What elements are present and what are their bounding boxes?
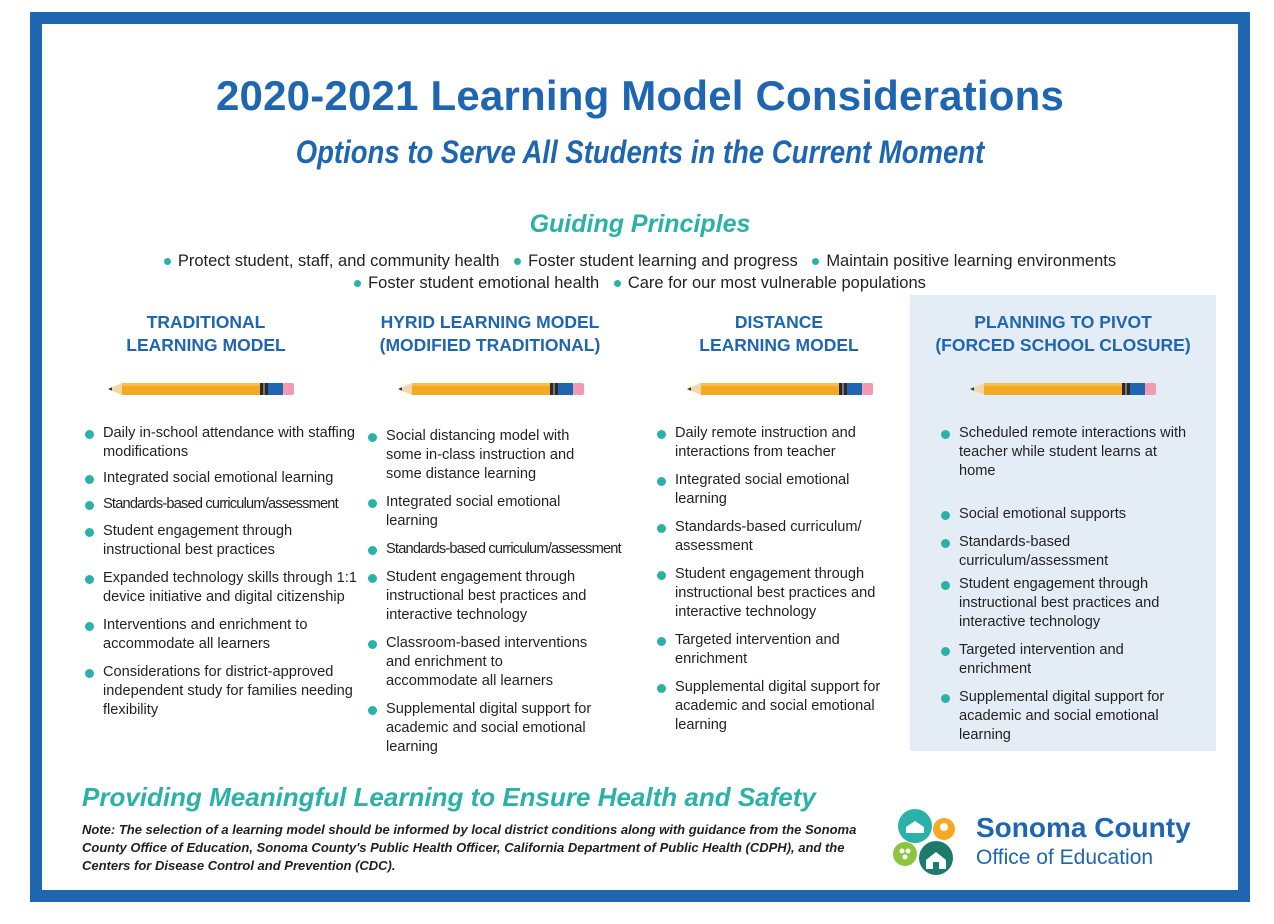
pencil-icon	[398, 382, 584, 396]
list-item: Standards-based curriculum/assessment	[941, 533, 1196, 571]
column-list	[941, 424, 1196, 745]
sonoma-county-logo-icon	[892, 807, 968, 879]
list-item: Standards-based curriculum/assessment	[85, 495, 357, 514]
list-item: Daily remote instruction and interactions from teacher	[657, 424, 897, 462]
list-item: Social emotional supports	[941, 505, 1196, 524]
list-item: Integrated social emotional learning	[657, 471, 897, 509]
list-item: Considerations for district-approved independent study for families needing flexibility	[85, 663, 357, 720]
principle-text: Care for our most vulnerable populations	[627, 274, 926, 292]
list-item: Student engagement through instructional best practices and interactive technology	[657, 565, 897, 622]
principle-item	[812, 252, 1116, 271]
column-hybrid	[350, 311, 630, 357]
list-item: Standards-based curriculum/ assessment	[657, 518, 897, 556]
column-title-line-2: LEARNING MODEL	[699, 335, 859, 355]
list-item: Student engagement through instructional best practices and interactive technology	[368, 568, 653, 625]
list-item: Student engagement through instructional best practices	[85, 522, 357, 560]
column-title-line-1: TRADITIONAL	[146, 312, 266, 332]
list-item: Standards-based curriculum/assessment	[368, 540, 653, 559]
pencil-icon	[970, 382, 1156, 396]
guiding-principles-row-2	[42, 274, 1238, 293]
column-title	[923, 311, 1203, 357]
poster-frame	[30, 12, 1250, 902]
principle-item	[514, 252, 798, 271]
column-list	[368, 427, 653, 757]
guiding-principles-row-1	[42, 252, 1238, 271]
principle-text: Maintain positive learning environments	[826, 252, 1117, 270]
bullet-dot-icon	[812, 258, 819, 265]
list-item: Supplemental digital support for academic and social emotional learning	[368, 700, 653, 757]
column-pivot	[923, 311, 1203, 357]
bullet-dot-icon	[164, 258, 171, 265]
column-title-line-1: HYRID LEARNING MODEL	[380, 312, 600, 332]
footer-heading: Providing Meaningful Learning to Ensure Health and Safety	[82, 782, 816, 812]
list-item: Student engagement through instructional best practices and interactive technology	[941, 575, 1196, 632]
hybrid-list	[368, 427, 653, 757]
page-subtitle: Options to Serve All Students in the Current Moment	[295, 134, 985, 170]
bullet-dot-icon	[514, 258, 521, 265]
pivot-list	[941, 424, 1196, 745]
column-list	[85, 424, 357, 720]
list-item: Targeted intervention and enrichment	[657, 631, 897, 669]
column-list	[657, 424, 897, 735]
principle-text: Protect student, staff, and community health	[177, 252, 500, 270]
column-title-line-2: (MODIFIED TRADITIONAL)	[379, 335, 601, 355]
column-title-line-1: DISTANCE	[734, 312, 824, 332]
pencil-icon	[108, 382, 294, 396]
list-item: Expanded technology skills through 1:1 device initiative and digital citizenship	[85, 569, 357, 607]
distance-list	[657, 424, 897, 735]
traditional-list	[85, 424, 357, 720]
principle-item	[614, 274, 926, 293]
list-item: Daily in-school attendance with staffing modifications	[85, 424, 357, 462]
column-traditional	[66, 311, 346, 357]
principle-item	[164, 252, 500, 271]
guiding-principles-heading: Guiding Principles	[529, 210, 751, 238]
principle-text: Foster student emotional health	[368, 274, 600, 292]
page-title: 2020-2021 Learning Model Considerations	[215, 72, 1065, 119]
column-title	[639, 311, 919, 357]
column-title	[66, 311, 346, 357]
list-item: Interventions and enrichment to accommodate all learners	[85, 616, 357, 654]
column-title-line-2: LEARNING MODEL	[126, 335, 286, 355]
column-title	[350, 311, 630, 357]
list-item: Targeted intervention and enrichment	[941, 641, 1196, 679]
logo-name: Sonoma County	[976, 812, 1191, 843]
bullet-dot-icon	[614, 280, 621, 287]
list-item: Integrated social emotional learning	[368, 493, 653, 531]
list-item: Supplemental digital support for academic and social emotional learning	[941, 688, 1196, 745]
list-item: Social distancing model with some in-class instruction and some distance learning	[368, 427, 653, 484]
list-item: Classroom-based interventions and enrichment to accommodate all learners	[368, 634, 653, 691]
list-item: Scheduled remote interactions with teacher while student learns at home	[941, 424, 1196, 481]
column-title-line-1: PLANNING TO PIVOT	[974, 312, 1152, 332]
bullet-dot-icon	[354, 280, 361, 287]
column-distance	[639, 311, 919, 357]
list-item: Integrated social emotional learning	[85, 469, 357, 488]
principle-text: Foster student learning and progress	[528, 252, 798, 270]
footer-note: Note: The selection of a learning model should be informed by local district conditions along with guidance from the Sonoma County Office of Education, Sonoma County's Public Health Officer, California Department of Public Health (CDPH), and the Centers for Disease Control and Prevention (CDC).	[82, 822, 857, 873]
column-title-line-2: (FORCED SCHOOL CLOSURE)	[935, 335, 1191, 355]
logo-subname: Office of Education	[976, 846, 1154, 869]
principle-item	[354, 274, 599, 293]
pencil-icon	[687, 382, 873, 396]
list-item: Supplemental digital support for academic and social emotional learning	[657, 678, 897, 735]
